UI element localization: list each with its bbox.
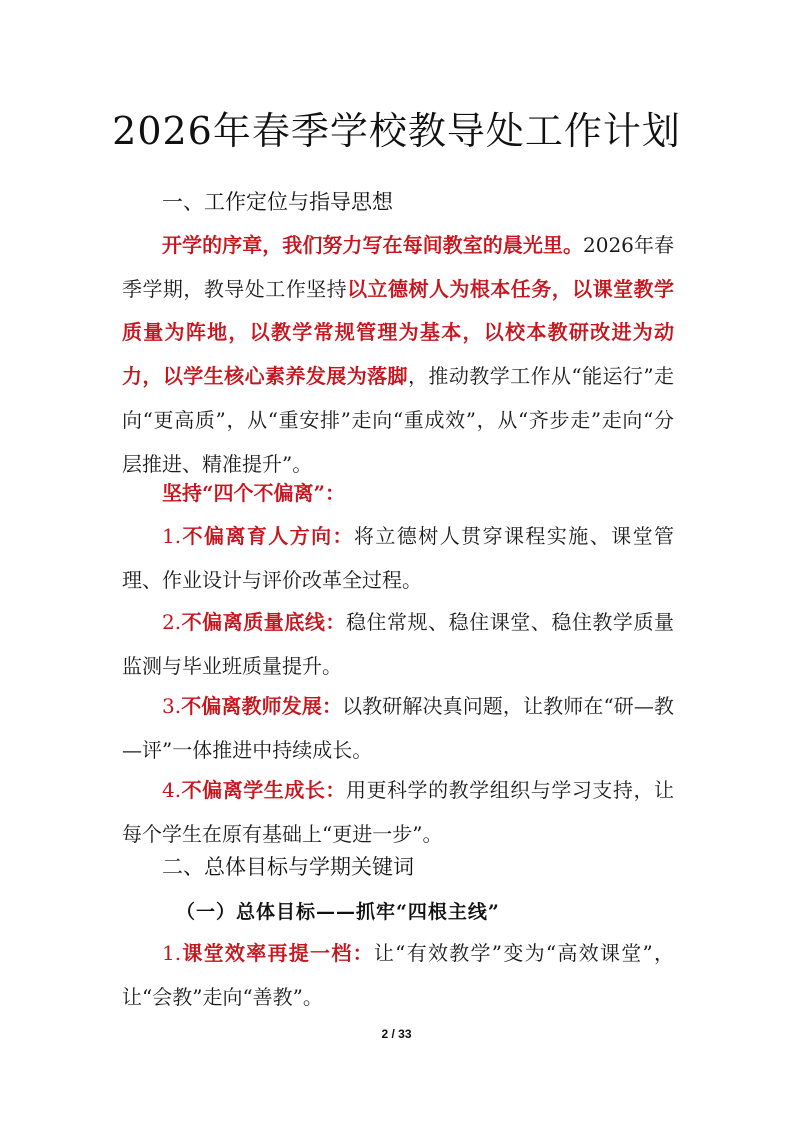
principle-item-2	[122, 601, 674, 688]
intro-emphasis: 以立德树人为根本任务，以课堂教学质量为阵地，以教学常规管理为基本，以校本教研改进为动力，以学生核心素养发展为落脚	[122, 276, 675, 389]
section-2-subheading: （一）总体目标——抓牢“四根主线”	[176, 901, 500, 923]
goal-item-1	[122, 932, 674, 1019]
item-text: 将立德树人贯穿课程实施、课堂管理、作业设计与评价改革全过程。	[122, 524, 675, 592]
item-number: 1.	[162, 524, 182, 548]
item-label: 不偏离学生成长：	[181, 778, 346, 802]
principle-item-1	[122, 515, 674, 602]
item-number: 2.	[162, 610, 182, 634]
item-label: 不偏离教师发展：	[181, 694, 343, 718]
item-number: 4.	[162, 778, 182, 802]
intro-text-1: 2026年春季学期，教导处工作坚持	[122, 233, 674, 301]
intro-text-2: ，推动教学工作从“能运行”走向“更高质”，从“重安排”走向“重成效”，从“齐步走”走向“分层推进、精准提升”。	[122, 364, 675, 476]
intro-paragraph	[122, 224, 674, 486]
item-text: 稳住常规、稳住课堂、稳住教学质量监测与毕业班质量提升。	[122, 610, 675, 678]
section-2-heading: 二、总体目标与学期关键词	[162, 855, 414, 879]
item-label: 课堂效率再提一档：	[181, 941, 374, 965]
item-label: 不偏离质量底线：	[181, 610, 346, 634]
section-1-heading: 一、工作定位与指导思想	[162, 190, 393, 214]
item-text: 用更科学的教学组织与学习支持，让每个学生在原有基础上“更进一步”。	[122, 778, 675, 846]
four-principles-heading: 坚持“四个不偏离”：	[162, 481, 346, 505]
item-text: 以教研解决真问题，让教师在“研—教—评”一体推进中持续成长。	[122, 694, 674, 762]
principle-item-3	[122, 685, 674, 772]
page-number: 2 / 33	[381, 1027, 412, 1041]
item-label: 不偏离育人方向：	[181, 524, 354, 548]
document-title: 2026年春季学校教导处工作计划	[112, 109, 681, 153]
item-text: 让“有效教学”变为“高效课堂”，让“会教”走向“善教”。	[122, 941, 675, 1009]
item-number: 3.	[162, 694, 182, 718]
principle-item-4	[122, 769, 674, 856]
intro-lead: 开学的序章，我们努力写在每间教室的晨光里。	[162, 233, 583, 257]
item-number: 1.	[162, 941, 182, 965]
